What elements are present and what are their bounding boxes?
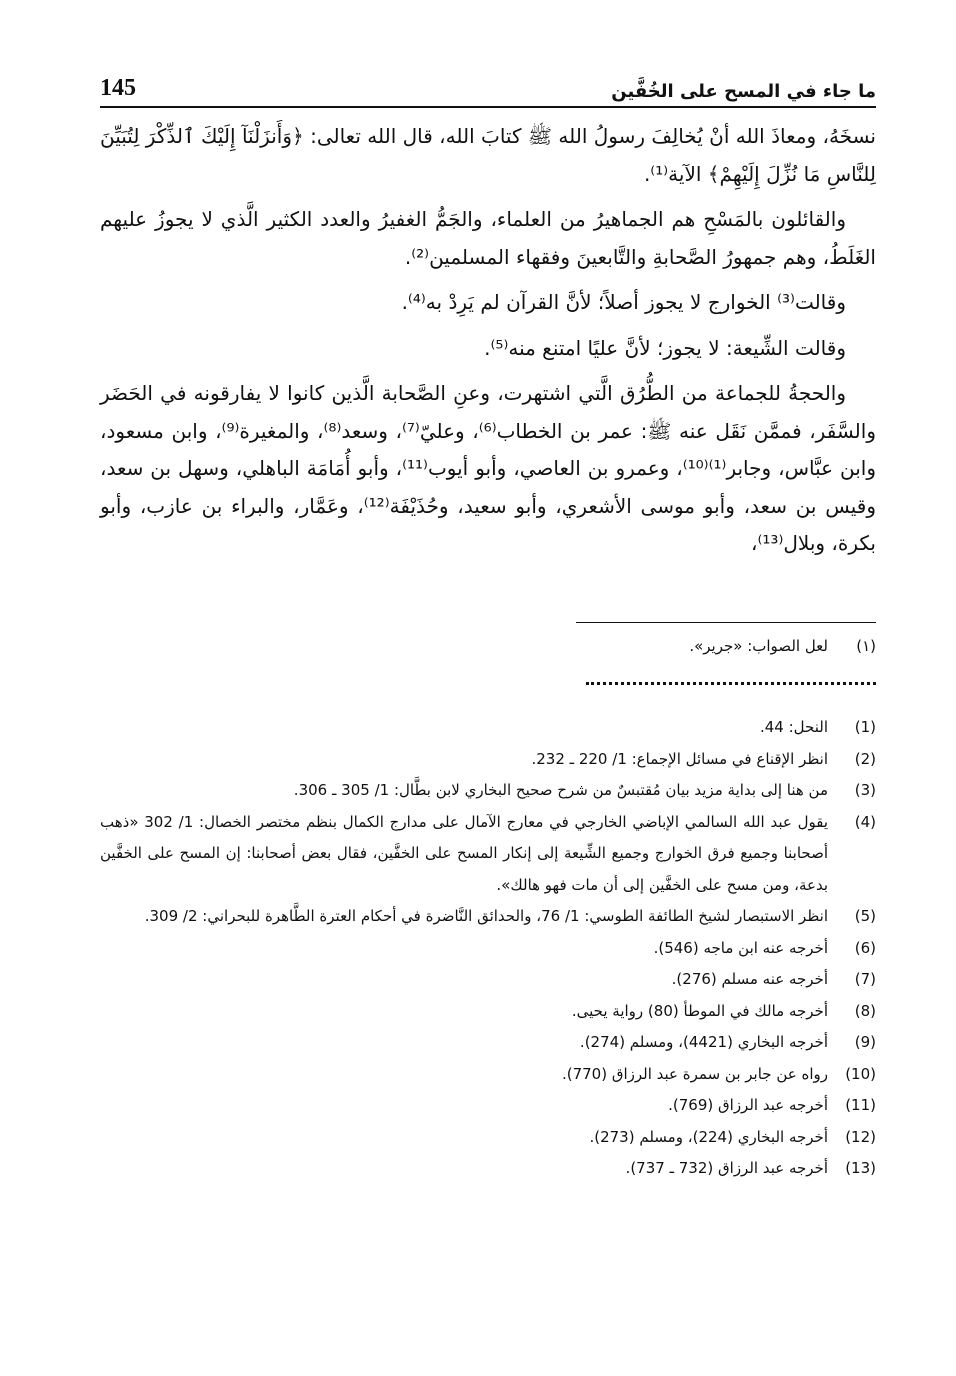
footnote-item	[100, 933, 876, 965]
header-rule	[100, 106, 876, 108]
footnote-number: (11)	[845, 1096, 876, 1114]
footnote-text: النحل: 44.	[759, 718, 828, 736]
footnote-text: رواه عن جابر بن سمرة عبد الرزاق (770).	[561, 1064, 828, 1083]
footnote-item	[100, 807, 876, 902]
paragraph: والقائلون بالمَسْحِ هم الجماهيرُ من العلماء، والجَمُّ الغفيرُ والعدد الكثير الَّذي لا يجوزُ عليهم الغَلَطُ، وهم جمهورُ الصَّحابةِ والتَّابعينَ وفقهاء المسلمين⁽²⁾.	[100, 207, 876, 269]
footnote-number: (2)	[854, 749, 876, 768]
footnote-text: يقول عبد الله السالمي الإباضي الخارجي في معارج الآمال على مدارج الكمال بنظم مختصر الخصال: 1/ 302 «ذهب أصحابنا وجميع فرق الخوارج وجميع الشِّيعة إلى إنكار المسح على الخفَّين، فقال بعض أصحابنا: إن المسح على الخفَّين بدعة، ومن مسح على الخفَّين إلى أن مات فهو هالك».	[100, 812, 828, 894]
footnote-text: أخرجه عنه ابن ماجه (546).	[653, 938, 828, 957]
footnote-text: أخرجه البخاري (4421)، ومسلم (274).	[579, 1033, 828, 1051]
footnote-item	[100, 744, 876, 776]
footnote-text: أخرجه مالك في الموطأ (80) رواية يحيى.	[571, 1001, 828, 1020]
footnote-item	[100, 1059, 876, 1091]
footnote-number: (1)	[854, 718, 876, 736]
main-text	[100, 118, 876, 571]
paragraph: وقالت⁽³⁾ الخوارج لا يجوز أصلاً؛ لأنَّ القرآن لم يَرِدْ به⁽⁴⁾.	[401, 290, 846, 314]
footnote-number: (١)	[856, 637, 876, 655]
footnote-item	[100, 1027, 876, 1059]
footnote-item	[100, 1122, 876, 1154]
paragraph: والحجةُ للجماعة من الطُّرُق الَّتي اشتهرت، وعنِ الصَّحابة الَّذين كانوا لا يفارقونه في الحَضَر والسَّفَر، فممَّن نَقَل عنه ﷺ: عمر بن الخطاب⁽⁶⁾، وعليّ⁽⁷⁾، وسعد⁽⁸⁾، والمغيرة⁽⁹⁾، وابن مسعود، وابن عبَّاس، وجابر⁽¹⁾⁽¹⁰⁾، وعمرو بن العاصي، وأبو أيوب⁽¹¹⁾، وأبو أُمَامَة الباهلي، وسهل بن سعد، وقيس بن سعد، وأبو موسى الأشعري، وأبو سعيد، وحُذَيْفَة⁽¹²⁾، وعَمَّار، والبراء بن عازب، وأبو بكرة، وبلال⁽¹³⁾،	[100, 381, 876, 555]
footnote-item	[100, 996, 876, 1028]
footnote-item	[100, 964, 876, 996]
footnote-text: انظر الإقناع في مسائل الإجماع: 1/ 220 ـ 232.	[531, 749, 828, 768]
footnote-text: انظر الاستبصار لشيخ الطائفة الطوسي: 1/ 76، والحدائق النَّاضرة في أحكام العترة الطَّاهرة للبحراني: 2/ 309.	[144, 907, 828, 925]
paragraph: نسخَهُ، ومعاذَ الله أنْ يُخالِفَ رسولُ الله ﷺ كتابَ الله، قال الله تعالى: ﴿وَأَنزَلْنَآ إِلَيْكَ ٱلذِّكْرَ لِتُبَيِّنَ لِلنَّاسِ مَا نُزِّلَ إِلَيْهِمْ﴾ الآية⁽¹⁾.	[100, 124, 876, 186]
footnote-text: أخرجه عنه مسلم (276).	[671, 970, 828, 988]
footnote-number: (8)	[854, 1001, 876, 1020]
footnote-item	[100, 1153, 876, 1185]
running-title: ما جاء في المسح على الخُفَّين	[611, 81, 876, 102]
editor-note-item	[100, 630, 876, 662]
footnote-number: (10)	[845, 1064, 876, 1083]
footnote-number: (12)	[845, 1127, 876, 1146]
footnote-item	[100, 1090, 876, 1122]
footnote-number: (5)	[854, 907, 876, 925]
footnotes-list	[100, 712, 876, 1185]
footnote-number: (7)	[854, 970, 876, 988]
page-header	[100, 62, 876, 102]
footnote-text: أخرجه البخاري (224)، ومسلم (273).	[589, 1127, 828, 1146]
footnote-text: لعل الصواب: «جرير».	[689, 637, 828, 655]
page-number: 145	[100, 75, 136, 101]
footnote-number: (6)	[854, 938, 876, 957]
footnote-text: أخرجه عبد الرزاق (732 ـ 737).	[625, 1159, 828, 1177]
dotted-divider	[586, 682, 876, 685]
footnote-number: (13)	[845, 1159, 876, 1177]
editor-note	[100, 630, 876, 662]
footnote-number: (3)	[854, 781, 876, 799]
footnote-text: أخرجه عبد الرزاق (769).	[668, 1096, 828, 1114]
footnote-item	[100, 901, 876, 933]
footnote-item	[100, 712, 876, 744]
footnote-text: من هنا إلى بداية مزيد بيان مُقتبسٌ من شرح صحيح البخاري لابن بطَّال: 1/ 305 ـ 306.	[293, 781, 828, 799]
paragraph: وقالت الشِّيعة: لا يجوز؛ لأنَّ عليًا امتنع منه⁽⁵⁾.	[484, 335, 846, 360]
footnote-number: (4)	[854, 812, 876, 831]
footnote-item	[100, 775, 876, 807]
footnote-separator	[576, 622, 876, 623]
footnote-number: (9)	[854, 1033, 876, 1051]
